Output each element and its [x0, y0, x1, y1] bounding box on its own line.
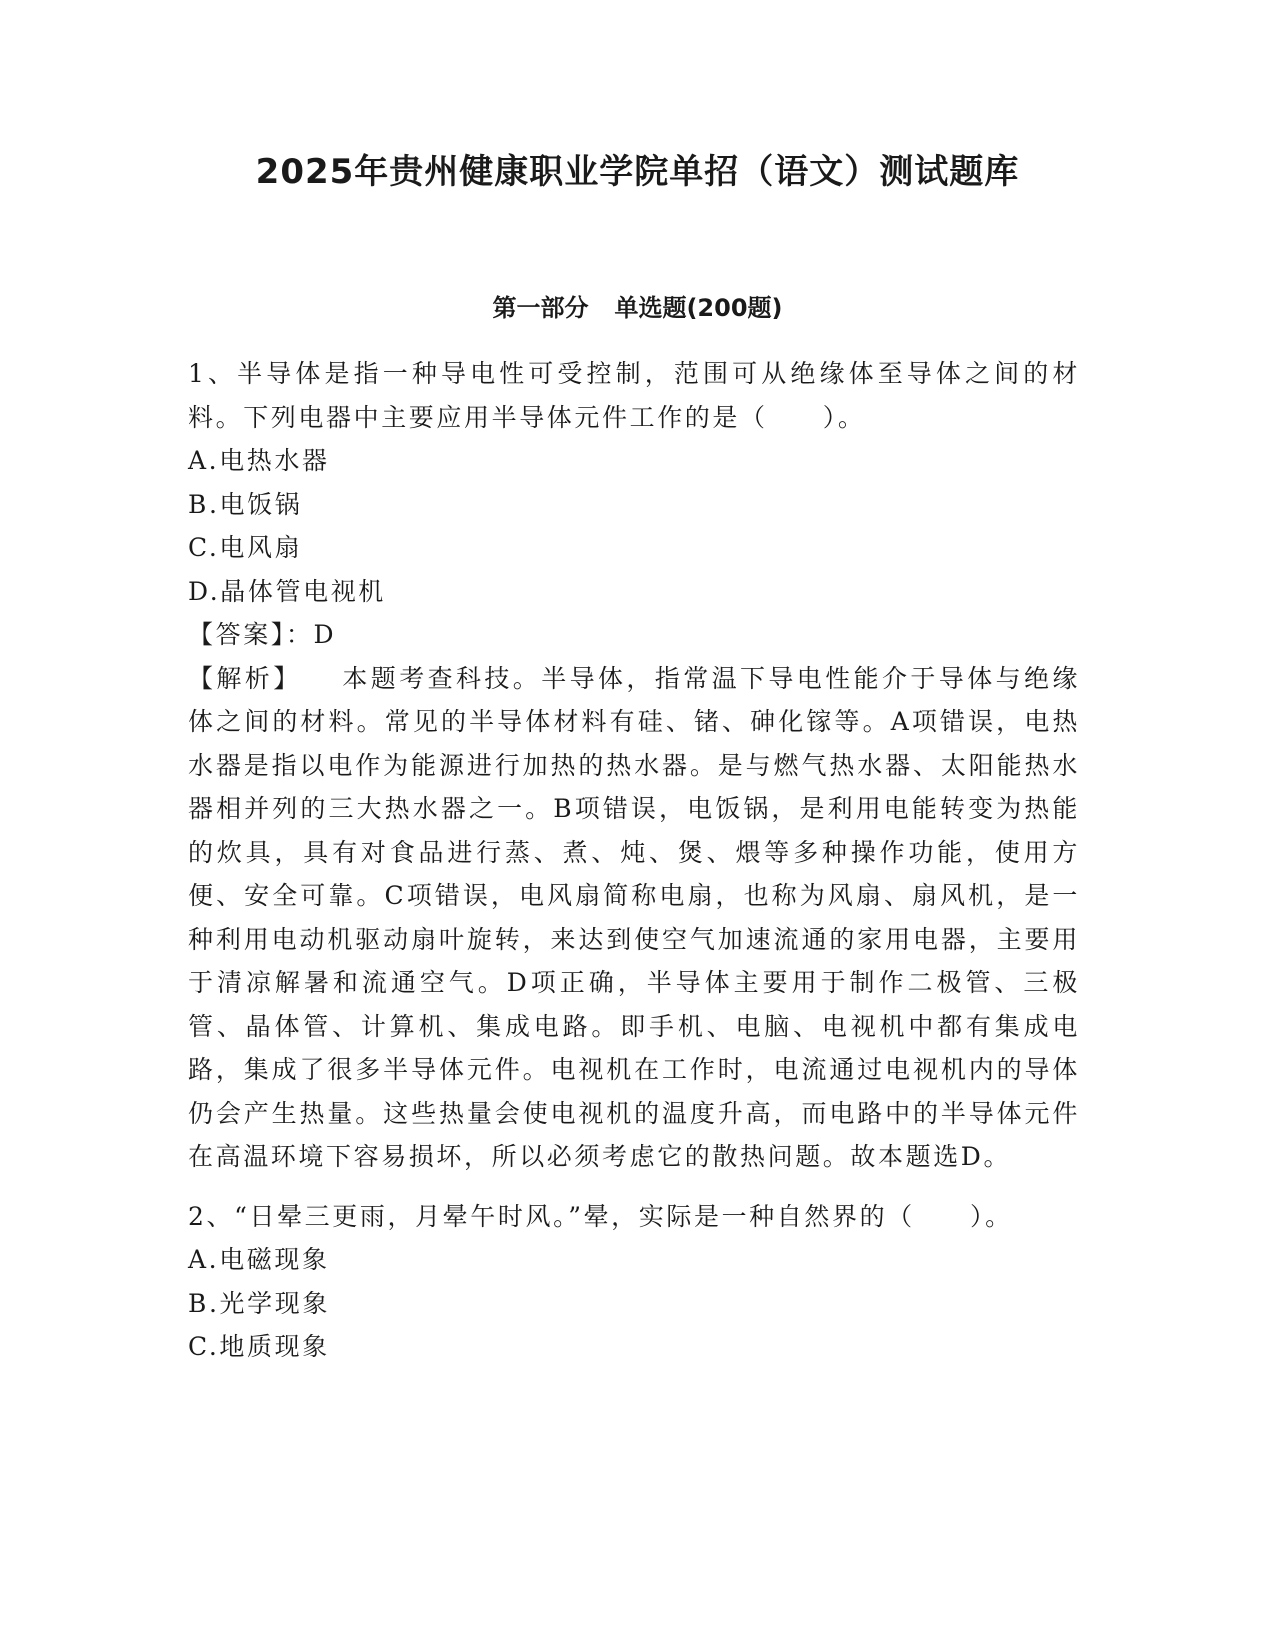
- answer-value: D: [313, 620, 337, 649]
- question-stem-1: 1、半导体是指一种导电性可受控制，范围可从绝缘体至导体之间的材料。下列电器中主要应用半导体元件工作的是（ ）。: [188, 359, 1080, 432]
- option-1c: C.电风扇: [188, 533, 303, 562]
- analysis-label: 【解析】: [188, 663, 302, 693]
- option-2a: A.电磁现象: [188, 1245, 330, 1274]
- section-part: 第一部分: [492, 294, 589, 322]
- answer-label: 【答案】：: [188, 620, 314, 649]
- question-stem-2: 2、“日晕三更雨，月晕午时风。”晕，实际是一种自然界的（ ）。: [188, 1201, 1013, 1231]
- section-heading: [0, 290, 1275, 326]
- option-1b: B.电饭锅: [188, 489, 303, 519]
- option-2c: C.地质现象: [188, 1332, 330, 1361]
- answer-line: [188, 613, 1080, 657]
- option-1a: A.电热水器: [188, 446, 330, 475]
- analysis-paragraph: [188, 657, 1080, 1179]
- question-list: [188, 352, 1080, 1369]
- option-1d: D.晶体管电视机: [188, 576, 386, 606]
- document-title: 2025年贵州健康职业学院单招（语文）测试题库: [255, 152, 1020, 192]
- option-2b: B.光学现象: [188, 1288, 330, 1318]
- section-name: 单选题(200题): [614, 294, 783, 322]
- analysis-text: 本题考查科技。半导体，指常温下导电性能介于导体与绝缘体之间的材料。常见的半导体材料有硅、锗、砷化镓等。A项错误，电热水器是指以电作为能源进行加热的热水器。是与燃气热水器、太阳能热水器相并列的三大热水器之一。B项错误，电饭锅，是利用电能转变为热能的炊具，具有对食品进行蒸、煮、炖、煲、煨等多种操作功能，使用方便、安全可靠。C项错误，电风扇简称电扇，也称为风扇、扇风机，是一种利用电动机驱动扇叶旋转，来达到使空气加速流通的家用电器，主要用于清凉解暑和流通空气。D项正确，半导体主要用于制作二极管、三极管、晶体管、计算机、集成电路。即手机、电脑、电视机中都有集成电路，集成了很多半导体元件。电视机在工作时，电流通过电视机内的导体仍会产生热量。这些热量会使电视机的温度升高，而电路中的半导体元件在高温环境下容易损坏，所以必须考虑它的散热问题。故本题选D。: [188, 663, 1080, 1171]
